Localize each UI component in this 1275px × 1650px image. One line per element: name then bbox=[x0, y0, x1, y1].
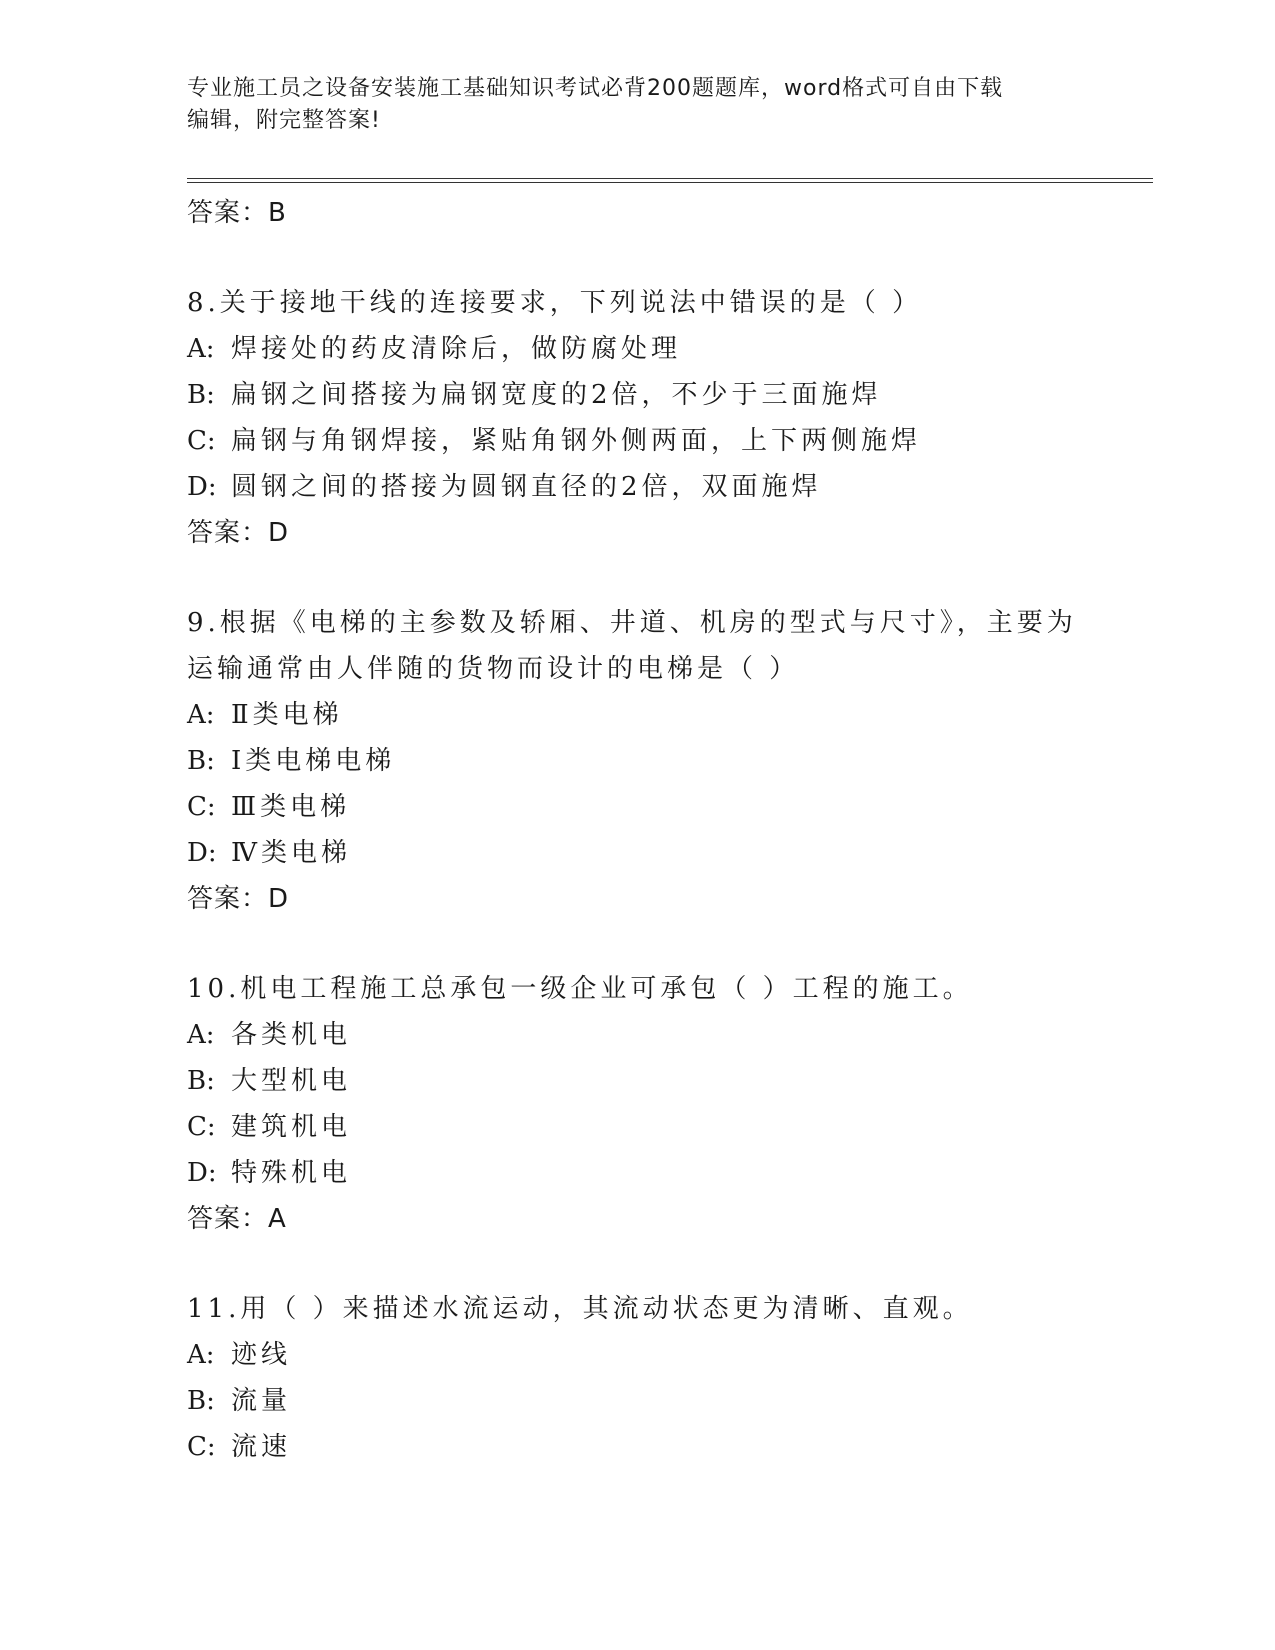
document-body bbox=[187, 190, 1087, 1470]
option-a bbox=[187, 1332, 1087, 1378]
option-a bbox=[187, 326, 1087, 372]
option-text: 流速 bbox=[231, 1432, 292, 1462]
option-text: 流量 bbox=[231, 1386, 292, 1416]
option-d bbox=[187, 830, 1087, 876]
option-d bbox=[187, 1150, 1087, 1196]
header-line-1: 专业施工员之设备安装施工基础知识考试必背200题题库，word格式可自由下载 bbox=[187, 76, 1004, 101]
option-c bbox=[187, 418, 1087, 464]
option-text: 特殊机电 bbox=[231, 1158, 352, 1188]
option-text: 建筑机电 bbox=[231, 1112, 352, 1142]
option-c bbox=[187, 784, 1087, 830]
header-divider bbox=[187, 178, 1153, 183]
option-c bbox=[187, 1104, 1087, 1150]
option-letter: B: bbox=[187, 1066, 215, 1096]
option-text: Ⅲ类电梯 bbox=[231, 792, 351, 822]
question-10 bbox=[187, 966, 1087, 1242]
option-text: 扁钢之间搭接为扁钢宽度的2倍，不少于三面施焊 bbox=[231, 380, 882, 410]
answer-line: 答案：A bbox=[187, 1204, 287, 1234]
option-text: 圆钢之间的搭接为圆钢直径的2倍，双面施焊 bbox=[231, 472, 822, 502]
option-text: Ⅳ类电梯 bbox=[231, 838, 351, 868]
option-a bbox=[187, 1012, 1087, 1058]
option-b bbox=[187, 372, 1087, 418]
answer-line: 答案：D bbox=[187, 518, 290, 548]
header-line-2: 编辑，附完整答案! bbox=[187, 108, 381, 133]
answer-line: 答案：D bbox=[187, 884, 290, 914]
option-text: 焊接处的药皮清除后，做防腐处理 bbox=[231, 334, 682, 364]
question-9 bbox=[187, 600, 1087, 922]
option-letter: D: bbox=[187, 472, 217, 502]
option-b bbox=[187, 1058, 1087, 1104]
question-stem: 10.机电工程施工总承包一级企业可承包（ ）工程的施工。 bbox=[187, 974, 973, 1004]
question-stem: 11.用（ ）来描述水流运动，其流动状态更为清晰、直观。 bbox=[187, 1294, 973, 1324]
option-letter: A: bbox=[187, 1020, 215, 1050]
option-letter: A: bbox=[187, 334, 215, 364]
option-c bbox=[187, 1424, 1087, 1470]
answer-line: 答案：B bbox=[187, 198, 287, 228]
option-letter: D: bbox=[187, 838, 217, 868]
question-8 bbox=[187, 280, 1087, 556]
question-stem: 8.关于接地干线的连接要求，下列说法中错误的是（ ） bbox=[187, 288, 923, 318]
question-11 bbox=[187, 1286, 1087, 1470]
option-letter: A: bbox=[187, 1340, 215, 1370]
option-text: 大型机电 bbox=[231, 1066, 352, 1096]
option-text: Ⅰ类电梯电梯 bbox=[231, 746, 396, 776]
option-text: 迹线 bbox=[231, 1340, 292, 1370]
option-letter: C: bbox=[187, 1432, 216, 1462]
option-text: Ⅱ类电梯 bbox=[231, 700, 343, 730]
option-b bbox=[187, 738, 1087, 784]
option-text: 扁钢与角钢焊接，紧贴角钢外侧两面，上下两侧施焊 bbox=[231, 426, 922, 456]
option-letter: C: bbox=[187, 792, 216, 822]
page-header bbox=[187, 73, 1067, 137]
option-b bbox=[187, 1378, 1087, 1424]
option-letter: C: bbox=[187, 426, 216, 456]
option-letter: A: bbox=[187, 700, 215, 730]
option-text: 各类机电 bbox=[231, 1020, 352, 1050]
option-d bbox=[187, 464, 1087, 510]
option-letter: C: bbox=[187, 1112, 216, 1142]
option-letter: B: bbox=[187, 746, 215, 776]
option-letter: B: bbox=[187, 1386, 215, 1416]
question-stem: 9.根据《电梯的主参数及轿厢、井道、机房的型式与尺寸》，主要为 bbox=[187, 608, 1077, 638]
question-stem-continued: 运输通常由人伴随的货物而设计的电梯是（ ） bbox=[187, 654, 800, 684]
option-a bbox=[187, 692, 1087, 738]
option-letter: B: bbox=[187, 380, 215, 410]
option-letter: D: bbox=[187, 1158, 217, 1188]
